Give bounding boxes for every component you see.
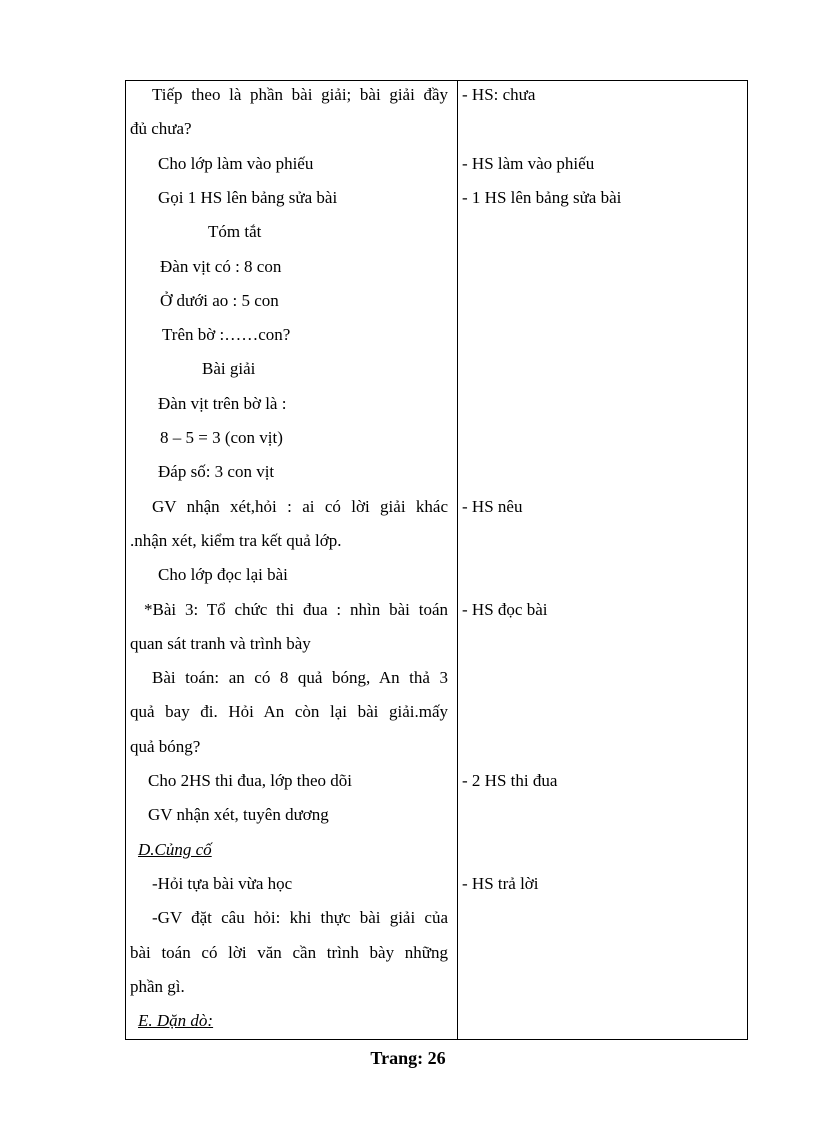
teacher-line: E. Dặn dò: [138,1011,214,1031]
teacher-line: Bài toán: an có 8 quả bóng, An thả 3 [152,668,448,688]
student-line: - HS làm vào phiếu [462,153,595,173]
teacher-line: Cho 2HS thi đua, lớp theo dõi [148,771,353,790]
student-line: - 1 HS lên bảng sửa bài [462,187,622,207]
teacher-line: Bài giải [202,359,256,379]
student-line: - HS nêu [462,496,523,516]
teacher-line: Tóm tắt [208,222,262,242]
teacher-line: Cho lớp làm vào phiếu [158,153,314,173]
teacher-line: -GV đặt câu hỏi: khi thực bài giải của [152,908,448,928]
teacher-line: D.Củng cố [138,839,212,859]
teacher-line: quả bay đi. Hỏi An còn lại bài giải.mấy [130,702,448,722]
teacher-line: Đàn vịt trên bờ là : [158,393,287,413]
teacher-line: *Bài 3: Tổ chức thi đua : nhìn bài toán [144,599,448,619]
teacher-line: Cho lớp đọc lại bài [158,565,288,585]
teacher-line: Trên bờ :……con? [162,325,291,345]
teacher-line: Gọi 1 HS lên bảng sửa bài [158,187,338,207]
teacher-line: GV nhận xét, tuyên dương [148,805,329,825]
teacher-line: Tiếp theo là phần bài giải; bài giải đầy [152,85,448,104]
teacher-line: Đàn vịt có : 8 con [160,256,282,276]
teacher-line: 8 – 5 = 3 (con vịt) [160,428,283,447]
teacher-line: quan sát tranh và trình bày [130,633,311,653]
column-divider [457,81,458,1039]
teacher-line: Đáp số: 3 con vịt [158,462,275,482]
lesson-table [125,80,748,1040]
teacher-line: GV nhận xét,hỏi : ai có lời giải khác [152,496,448,516]
student-line: - HS trả lời [462,873,539,893]
teacher-line: .nhận xét, kiểm tra kết quả lớp. [130,530,342,550]
teacher-line: bài toán có lời văn cần trình bày những [130,942,448,962]
teacher-line: quả bóng? [130,736,201,756]
teacher-line: -Hỏi tựa bài vừa học [152,873,293,893]
teacher-line: đủ chưa? [130,119,192,139]
student-line: - HS: chưa [462,85,536,104]
student-line: - HS đọc bài [462,599,548,619]
page-number: Trang: 26 [370,1048,446,1068]
teacher-line: phần gì. [130,976,185,996]
teacher-line: Ở dưới ao : 5 con [160,290,279,310]
student-line: - 2 HS thi đua [462,771,558,790]
